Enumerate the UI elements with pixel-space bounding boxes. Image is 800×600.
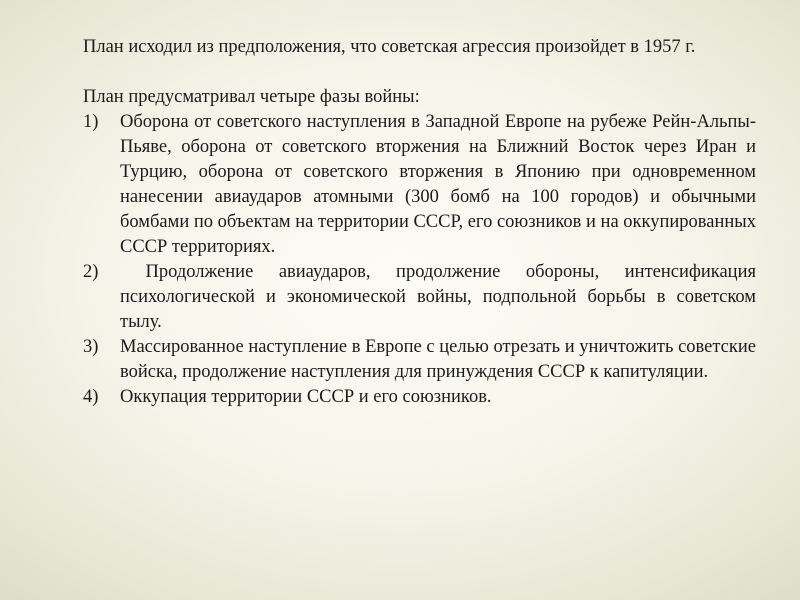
list-item-number: 1) [83, 112, 99, 132]
lead-paragraph: План предусматривал четыре фазы войны: [83, 87, 420, 107]
paragraph-spacer [83, 60, 756, 85]
list-item-text: Продолжение авиаударов, продолжение обороны, интенсификация психологической и экономической войны, подпольной борьбы в советском тылу. [120, 262, 761, 332]
list-item [83, 385, 756, 410]
list-item-text: Оккупация территории СССР и его союзников. [120, 387, 492, 407]
list-item-text: Массированное наступление в Европе с целью отрезать и уничтожить советские войска, продолжение наступления для принуждения СССР к капитуляции. [120, 337, 756, 382]
intro-paragraph: План исходил из предположения, что советская агрессия произойдет в 1957 г. [83, 37, 696, 57]
list-item-number: 4) [83, 387, 99, 407]
list-item [83, 260, 761, 335]
list-item-number: 2) [83, 262, 99, 282]
list-item [83, 335, 756, 385]
list-item-text: Оборона от советского наступления в Западной Европе на рубеже Рейн-Альпы-Пьяве, оборона от советского вторжения на Ближний Восток через Иран и Турцию, оборона от советского вторжения в Японию при одновременном нанесении авиаударов атомными (300 бомб на 100 городов) и обычными бомбами по объектам на территории СССР, его союзников и на оккупированных СССР территориях. [120, 112, 756, 257]
list-item [83, 110, 756, 260]
list-item-number: 3) [83, 337, 99, 357]
text-block [83, 35, 761, 410]
phase-list [83, 110, 761, 410]
